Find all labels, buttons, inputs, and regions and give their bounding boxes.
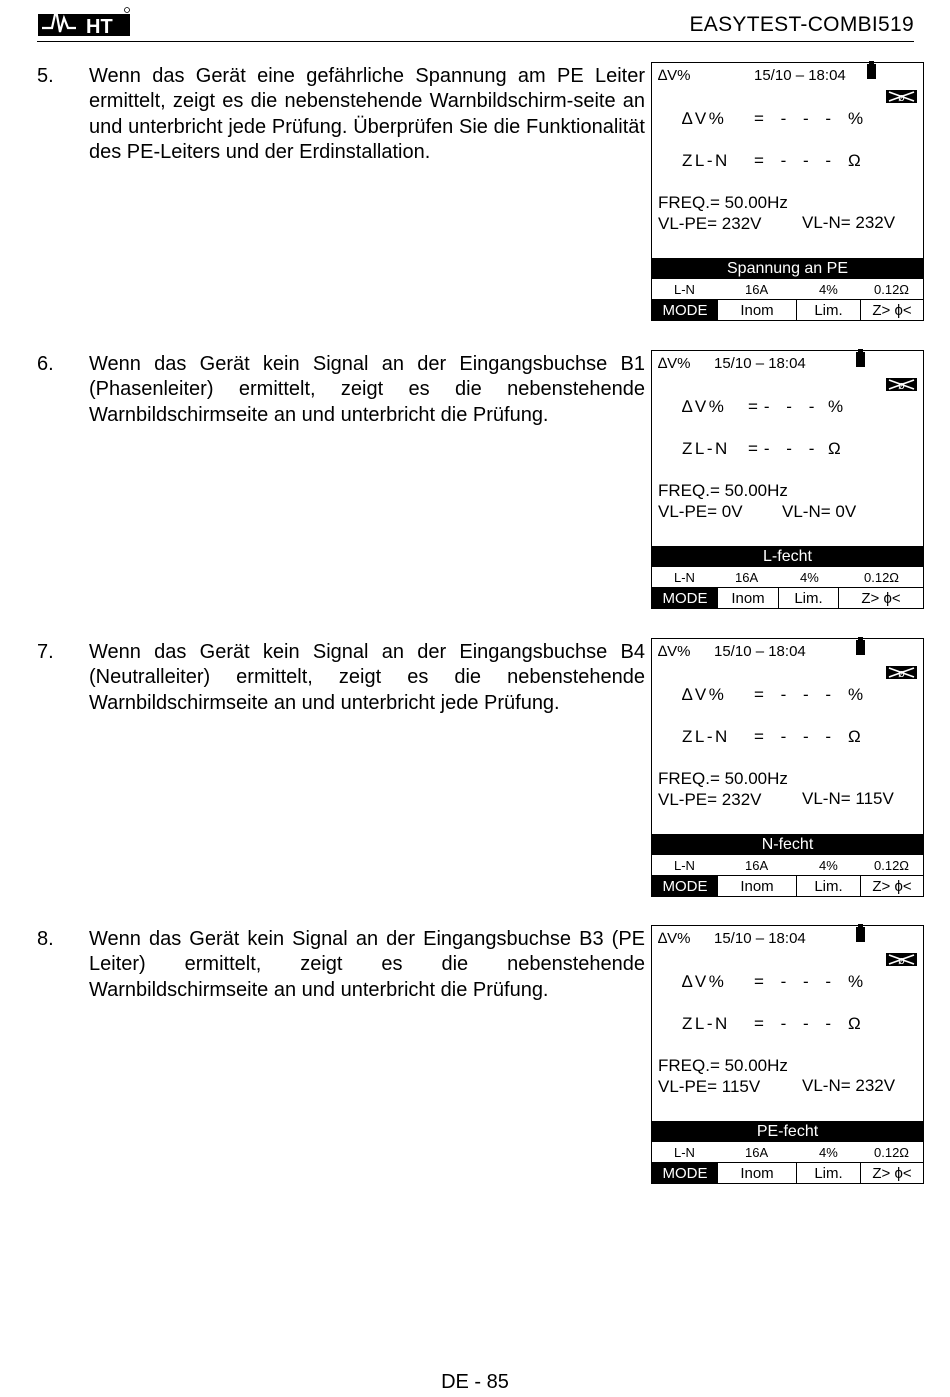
battery-icon (867, 64, 876, 79)
inom-softkey[interactable]: Inom (740, 878, 774, 895)
vl-pe-readout: VL-PE= 232V (658, 214, 762, 233)
step-6 (0, 352, 950, 622)
mode-softkey[interactable]: MODE (652, 588, 718, 609)
lim-softkey[interactable]: Lim. (778, 588, 838, 609)
param-current: 16A (745, 1145, 769, 1160)
row1-unit: % (848, 972, 864, 991)
screen-mode: ∆V% (658, 643, 691, 660)
step-text: Wenn das Gerät eine gefährliche Spannung am PE Leiter ermittelt, zeigt es die nebenstehende Warnbildschirm-seite an und unterbricht jede Prüfung. Überprüfen Sie die Funktionalität des PE-Leiters und der Erdinstallation. (89, 65, 645, 163)
vl-pe-readout: VL-PE= 0V (658, 502, 743, 521)
screen-mode: ∆V% (658, 930, 691, 947)
freq-readout: FREQ.= 50.00Hz (658, 481, 788, 500)
param-row (652, 567, 923, 587)
row2-value: = - - - (754, 727, 838, 746)
param-system: L-N (674, 858, 695, 873)
row1-label: ∆V% (682, 972, 727, 991)
svg-text:ø: ø (898, 379, 905, 391)
step-7 (0, 640, 950, 910)
vl-n-readout: VL-N= 232V (802, 213, 896, 232)
phase-warning-icon (886, 90, 917, 103)
lim-softkey[interactable]: Lim. (796, 1163, 860, 1184)
row2-value: = - - - (754, 1014, 838, 1033)
step-number: 8. (37, 928, 54, 950)
row2-unit: Ω (848, 151, 861, 170)
step-5 (0, 64, 950, 334)
step-number: 6. (37, 353, 54, 375)
vl-pe-readout: VL-PE= 232V (658, 790, 762, 809)
vl-n-readout: VL-N= 0V (782, 502, 857, 521)
row2-label: ZL-N (682, 1014, 730, 1033)
row1-value: = - - - (754, 109, 838, 128)
row1-value: =- - - (748, 397, 821, 416)
row2-label: ZL-N (682, 151, 730, 170)
row2-value: = - - - (754, 151, 838, 170)
mode-softkey[interactable]: MODE (652, 876, 718, 897)
screen-date: 15/10 – 18:04 (714, 643, 806, 660)
row1-label: ∆V% (682, 109, 727, 128)
inom-softkey[interactable]: Inom (740, 302, 774, 319)
header-rule (37, 41, 914, 42)
lim-softkey[interactable]: Lim. (796, 876, 860, 897)
param-limit: 4% (819, 282, 838, 297)
screen-date: 15/10 – 18:04 (714, 930, 806, 947)
inom-softkey[interactable]: Inom (740, 1165, 774, 1182)
instrument-screen (651, 925, 924, 1184)
row2-label: ZL-N (682, 439, 730, 458)
row1-unit: % (828, 397, 844, 416)
param-system: L-N (674, 1145, 695, 1160)
z-phi-softkey[interactable]: Z> ϕ< (838, 588, 923, 609)
param-current: 16A (745, 282, 769, 297)
step-text: Wenn das Gerät kein Signal an der Eingangsbuchse B3 (PE Leiter) ermittelt, zeigt es die nebenstehende Warnbildschirmseite an und unterbricht die Prüfung. (89, 928, 645, 1001)
row2-label: ZL-N (682, 727, 730, 746)
battery-icon (856, 927, 865, 942)
instrument-screen (651, 638, 924, 897)
row1-value: = - - - (754, 685, 838, 704)
row2-unit: Ω (828, 439, 841, 458)
param-impedance: 0.12Ω (874, 282, 910, 297)
step-text: Wenn das Gerät kein Signal an der Eingangsbuchse B4 (Neutralleiter) ermittelt, zeigt es die nebenstehende Warnbildschirmseite an und unterbricht jede Prüfung. (89, 641, 645, 714)
freq-readout: FREQ.= 50.00Hz (658, 1056, 788, 1075)
phase-warning-icon (886, 666, 917, 679)
mode-softkey[interactable]: MODE (652, 300, 718, 321)
param-current: 16A (735, 570, 759, 585)
warning-banner: L-fecht (652, 546, 923, 567)
inom-softkey[interactable]: Inom (731, 590, 765, 607)
z-phi-softkey[interactable]: Z> ϕ< (860, 876, 923, 897)
z-phi-softkey[interactable]: Z> ϕ< (860, 1163, 923, 1184)
battery-icon (856, 352, 865, 367)
ht-logo (38, 6, 130, 36)
param-system: L-N (674, 570, 695, 585)
param-limit: 4% (819, 858, 838, 873)
param-row (652, 279, 923, 299)
softkey-bar (652, 587, 923, 609)
param-current: 16A (745, 858, 769, 873)
warning-banner: Spannung an PE (652, 258, 923, 279)
screen-mode: ∆V% (658, 67, 691, 84)
param-limit: 4% (819, 1145, 838, 1160)
step-number: 5. (37, 65, 54, 87)
svg-text:HT: HT (86, 16, 113, 36)
row1-label: ∆V% (682, 397, 727, 416)
softkey-bar (652, 875, 923, 897)
vl-n-readout: VL-N= 232V (802, 1076, 896, 1095)
step-text: Wenn das Gerät kein Signal an der Eingangsbuchse B1 (Phasenleiter) ermittelt, zeigt es die nebenstehende Warnbildschirmseite an und unterbricht die Prüfung. (89, 353, 645, 426)
row1-value: = - - - (754, 972, 838, 991)
row1-unit: % (848, 685, 864, 704)
page-number: DE - 85 (441, 1371, 509, 1393)
instrument-screen (651, 350, 924, 609)
svg-text:ø: ø (898, 954, 905, 966)
model-name: EASYTEST-COMBI519 (689, 13, 914, 36)
step-8 (0, 927, 950, 1197)
phase-warning-icon (886, 378, 917, 391)
svg-text:ø: ø (898, 91, 905, 103)
softkey-bar (652, 299, 923, 321)
screen-date: 15/10 – 18:04 (754, 67, 846, 84)
row2-unit: Ω (848, 727, 861, 746)
param-impedance: 0.12Ω (874, 1145, 910, 1160)
svg-text:ø: ø (898, 667, 905, 679)
mode-softkey[interactable]: MODE (652, 1163, 718, 1184)
param-system: L-N (674, 282, 695, 297)
vl-n-readout: VL-N= 115V (802, 789, 894, 808)
param-impedance: 0.12Ω (874, 858, 910, 873)
param-row (652, 855, 923, 875)
param-impedance: 0.12Ω (864, 570, 900, 585)
row2-value: =- - - (748, 439, 821, 458)
freq-readout: FREQ.= 50.00Hz (658, 769, 788, 788)
freq-readout: FREQ.= 50.00Hz (658, 193, 788, 212)
step-number: 7. (37, 641, 54, 663)
warning-banner: PE-fecht (652, 1121, 923, 1142)
warning-banner: N-fecht (652, 834, 923, 855)
vl-pe-readout: VL-PE= 115V (658, 1077, 761, 1096)
softkey-bar (652, 1162, 923, 1184)
row2-unit: Ω (848, 1014, 861, 1033)
row1-label: ∆V% (682, 685, 727, 704)
battery-icon (856, 640, 865, 655)
phase-warning-icon (886, 953, 917, 966)
row1-unit: % (848, 109, 864, 128)
lim-softkey[interactable]: Lim. (796, 300, 860, 321)
screen-date: 15/10 – 18:04 (714, 355, 806, 372)
param-limit: 4% (800, 570, 819, 585)
param-row (652, 1142, 923, 1162)
instrument-screen (651, 62, 924, 321)
z-phi-softkey[interactable]: Z> ϕ< (860, 300, 923, 321)
screen-mode: ∆V% (658, 355, 691, 372)
